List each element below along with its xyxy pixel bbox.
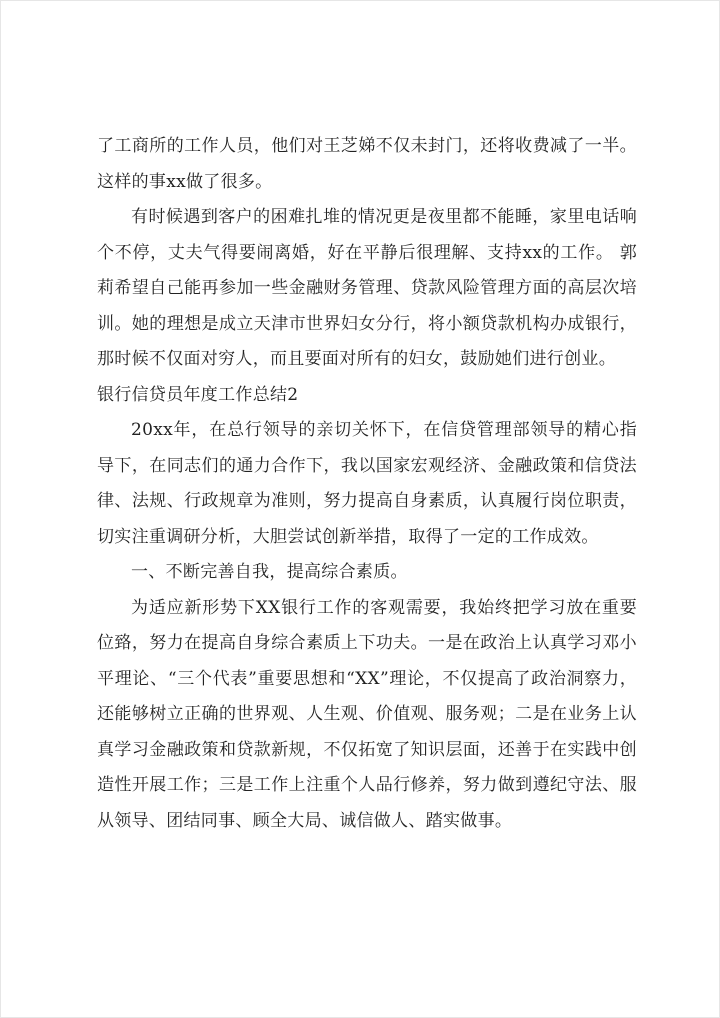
section-title: 银行信贷员年度工作总结2 [97, 384, 299, 405]
section-heading-one: 一、不断完善自我，提高综合素质。 [131, 562, 408, 582]
paragraph-continuation: 了工商所的工作人员，他们对王芝娣不仅未封门，还将收费减了一半。这样的事xx做了很多。 [97, 136, 637, 192]
paragraph-guo-li: 有时候遇到客户的困难扎堆的情况更是夜里都不能睡，家里电话响个不停，丈夫气得要闹离婚，好在平静后很理解、支持xx的工作。 郭莉希望自己能再参加一些金融财务管理、贷款风险管理方面的高层次培训。她的理想是成立天津市世界妇女分行，将小额贷款机构办成银行，那时候不仅面对穷人，而且要面对所有的妇女，鼓励她们进行创业。 [97, 207, 637, 369]
paragraph-self-improvement: 为适应新形势下XX银行工作的客观需要，我始终把学习放在重要位臵，努力在提高自身综合素质上下功夫。一是在政治上认真学习邓小平理论、“三个代表”重要思想和“XX”理论，不仅提高了政治洞察力，还能够树立正确的世界观、人生观、价值观、服务观；二是在业务上认真学习金融政策和贷款新规，不仅拓宽了知识层面，还善于在实践中创造性开展工作；三是工作上注重个人品行修养，努力做到遵纪守法、服从领导、团结同事、顾全大局、诚信做人、踏实做事。 [97, 597, 637, 831]
paragraph-intro: 20xx年，在总行领导的亲切关怀下，在信贷管理部领导的精心指导下，在同志们的通力合作下，我以国家宏观经济、金融政策和信贷法律、法规、行政规章为准则，努力提高自身素质，认真履行岗位职责，切实注重调研分析，大胆尝试创新举措，取得了一定的工作成效。 [97, 420, 637, 547]
document-body [97, 129, 637, 839]
